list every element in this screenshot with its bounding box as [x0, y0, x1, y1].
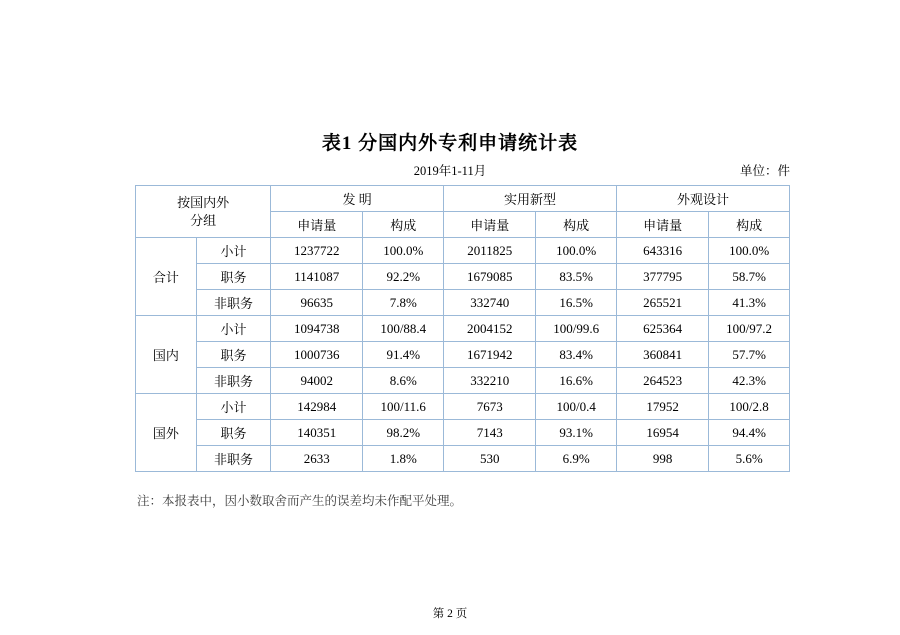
- cell-design-count: 377795: [617, 264, 709, 290]
- row-type: 职务: [196, 264, 270, 290]
- cell-design-share: 41.3%: [709, 290, 790, 316]
- cell-design-share: 94.4%: [709, 420, 790, 446]
- cell-utility-count: 1679085: [444, 264, 536, 290]
- cell-utility-share: 93.1%: [536, 420, 617, 446]
- table-row: [136, 316, 790, 342]
- header-category-design: 外观设计: [617, 186, 790, 212]
- header-invention-count: 申请量: [271, 212, 363, 238]
- page-title: 表1 分国内外专利申请统计表: [321, 133, 579, 154]
- row-type: 小计: [196, 394, 270, 420]
- cell-invention-share: 98.2%: [363, 420, 444, 446]
- header-utility-share: 构成: [536, 212, 617, 238]
- cell-design-share: 5.6%: [709, 446, 790, 472]
- header-invention-share: 构成: [363, 212, 444, 238]
- cell-utility-count: 1671942: [444, 342, 536, 368]
- cell-design-count: 16954: [617, 420, 709, 446]
- header-category-invention: 发 明: [271, 186, 444, 212]
- row-type: 非职务: [196, 290, 270, 316]
- page-footer: 第 2 页: [432, 608, 468, 620]
- table-row: [136, 420, 790, 446]
- cell-invention-count: 140351: [271, 420, 363, 446]
- cell-invention-count: 96635: [271, 290, 363, 316]
- cell-invention-count: 94002: [271, 368, 363, 394]
- header-group-line1: 按国内外: [177, 194, 230, 210]
- cell-design-count: 625364: [617, 316, 709, 342]
- cell-design-count: 998: [617, 446, 709, 472]
- row-type: 非职务: [196, 446, 270, 472]
- header-utility-count: 申请量: [444, 212, 536, 238]
- table-subheader: [0, 161, 900, 179]
- cell-utility-count: 2004152: [444, 316, 536, 342]
- cell-design-count: 265521: [617, 290, 709, 316]
- cell-invention-share: 7.8%: [363, 290, 444, 316]
- header-design-count: 申请量: [617, 212, 709, 238]
- cell-invention-count: 1237722: [271, 238, 363, 264]
- cell-design-count: 264523: [617, 368, 709, 394]
- cell-invention-count: 2633: [271, 446, 363, 472]
- cell-utility-count: 530: [444, 446, 536, 472]
- section-label-foreign: 国外: [136, 394, 197, 472]
- cell-design-share: 58.7%: [709, 264, 790, 290]
- cell-utility-count: 7673: [444, 394, 536, 420]
- cell-utility-share: 16.6%: [536, 368, 617, 394]
- cell-design-share: 100/2.8: [709, 394, 790, 420]
- cell-design-share: 42.3%: [709, 368, 790, 394]
- cell-invention-share: 92.2%: [363, 264, 444, 290]
- cell-design-share: 100/97.2: [709, 316, 790, 342]
- header-category-utility: 实用新型: [444, 186, 617, 212]
- header-group-cell: [136, 186, 271, 238]
- table-row: [136, 394, 790, 420]
- cell-design-count: 643316: [617, 238, 709, 264]
- row-type: 小计: [196, 238, 270, 264]
- cell-invention-count: 1000736: [271, 342, 363, 368]
- table-row: [136, 342, 790, 368]
- cell-invention-count: 142984: [271, 394, 363, 420]
- table-header: [136, 186, 790, 238]
- table-body: [136, 238, 790, 472]
- cell-utility-share: 100/99.6: [536, 316, 617, 342]
- cell-utility-count: 332740: [444, 290, 536, 316]
- cell-invention-share: 91.4%: [363, 342, 444, 368]
- cell-invention-share: 8.6%: [363, 368, 444, 394]
- cell-invention-share: 1.8%: [363, 446, 444, 472]
- section-label-total: 合计: [136, 238, 197, 316]
- table-row: [136, 368, 790, 394]
- table-row: [136, 290, 790, 316]
- table-row: [136, 446, 790, 472]
- cell-invention-count: 1141087: [271, 264, 363, 290]
- cell-utility-count: 2011825: [444, 238, 536, 264]
- cell-utility-share: 16.5%: [536, 290, 617, 316]
- table-row: [136, 238, 790, 264]
- section-label-domestic: 国内: [136, 316, 197, 394]
- header-design-share: 构成: [709, 212, 790, 238]
- cell-invention-share: 100/88.4: [363, 316, 444, 342]
- cell-utility-share: 83.5%: [536, 264, 617, 290]
- cell-utility-share: 83.4%: [536, 342, 617, 368]
- table-row: [136, 264, 790, 290]
- report-period: 2019年1-11月: [413, 164, 487, 178]
- cell-design-share: 57.7%: [709, 342, 790, 368]
- cell-utility-share: 6.9%: [536, 446, 617, 472]
- row-type: 职务: [196, 342, 270, 368]
- cell-utility-share: 100.0%: [536, 238, 617, 264]
- unit-label: 单位：件: [739, 164, 790, 178]
- cell-utility-count: 332210: [444, 368, 536, 394]
- table-header-row-1: [136, 186, 790, 212]
- cell-design-count: 17952: [617, 394, 709, 420]
- cell-invention-count: 1094738: [271, 316, 363, 342]
- patent-application-table: [135, 185, 790, 472]
- cell-utility-count: 7143: [444, 420, 536, 446]
- cell-invention-share: 100.0%: [363, 238, 444, 264]
- cell-invention-share: 100/11.6: [363, 394, 444, 420]
- row-type: 职务: [196, 420, 270, 446]
- cell-design-share: 100.0%: [709, 238, 790, 264]
- cell-utility-share: 100/0.4: [536, 394, 617, 420]
- row-type: 小计: [196, 316, 270, 342]
- header-group-line2: 分组: [190, 212, 217, 228]
- row-type: 非职务: [196, 368, 270, 394]
- cell-design-count: 360841: [617, 342, 709, 368]
- table-note: 注：本报表中，因小数取舍而产生的误差均未作配平处理。: [137, 494, 463, 508]
